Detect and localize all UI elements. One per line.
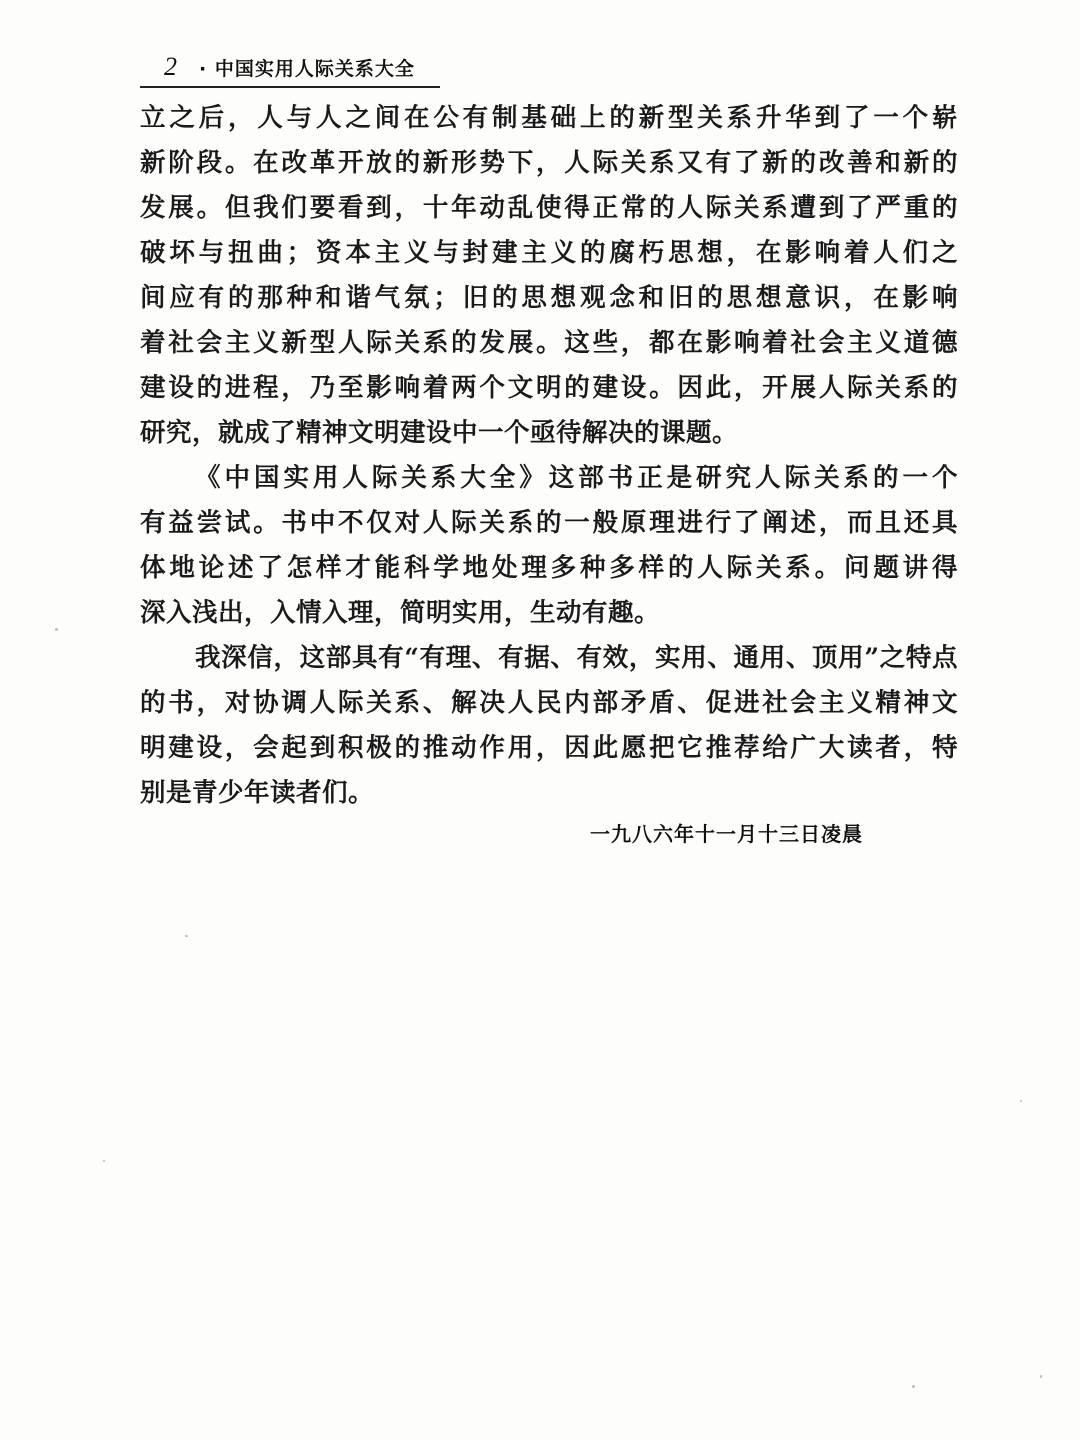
text-line: 我深信，这部具有“有理、有据、有效，实用、通用、顶用”之特点 (195, 643, 958, 673)
text-line: 深入浅出，入情入理，简明实用，生动有趣。 (140, 598, 661, 628)
text-line: 间应有的那种和谐气氛；旧的思想观念和旧的思想意识，在影响 (140, 283, 958, 313)
text-line: 《中国实用人际关系大全》这部书正是研究人际关系的一个 (195, 463, 958, 493)
text-line: 体地论述了怎样才能科学地处理多种多样的人际关系。问题讲得 (140, 553, 958, 583)
text-line: 立之后，人与人之间在公有制基础上的新型关系升华到了一个崭 (140, 103, 958, 133)
running-header (140, 52, 440, 88)
scan-speck (103, 1160, 105, 1162)
text-line: 有益尝试。书中不仅对人际关系的一般原理进行了阐述，而且还具 (140, 508, 958, 538)
text-line: 发展。但我们要看到，十年动乱使得正常的人际关系遭到了严重的 (140, 193, 958, 223)
text-line: 的书，对协调人际关系、解决人民内部矛盾、促进社会主义精神文 (140, 688, 958, 718)
signature-date: 一九八六年十一月十三日凌晨 (590, 822, 863, 846)
running-book-title: · 中国实用人际关系大全 (199, 58, 415, 80)
text-line: 研究，就成了精神文明建设中一个亟待解决的课题。 (140, 418, 739, 448)
text-line: 新阶段。在改革开放的新形势下，人际关系又有了新的改善和新的 (140, 148, 958, 178)
text-line: 明建设，会起到积极的推动作用，因此愿把它推荐给广大读者，特 (140, 733, 958, 763)
text-line: 破坏与扭曲；资本主义与封建主义的腐朽思想，在影响着人们之 (140, 238, 958, 268)
scan-speck (1040, 1375, 1042, 1378)
scan-speck (185, 935, 188, 937)
text-line: 建设的进程，乃至影响着两个文明的建设。因此，开展人际关系的 (140, 373, 958, 403)
scan-speck (912, 1385, 915, 1388)
page-number: 2 (164, 52, 177, 81)
text-line: 着社会主义新型人际关系的发展。这些，都在影响着社会主义道德 (140, 328, 958, 358)
scan-speck (1020, 1100, 1022, 1102)
text-line: 别是青少年读者们。 (140, 778, 375, 808)
body-text (140, 96, 958, 816)
scan-speck (55, 628, 58, 631)
